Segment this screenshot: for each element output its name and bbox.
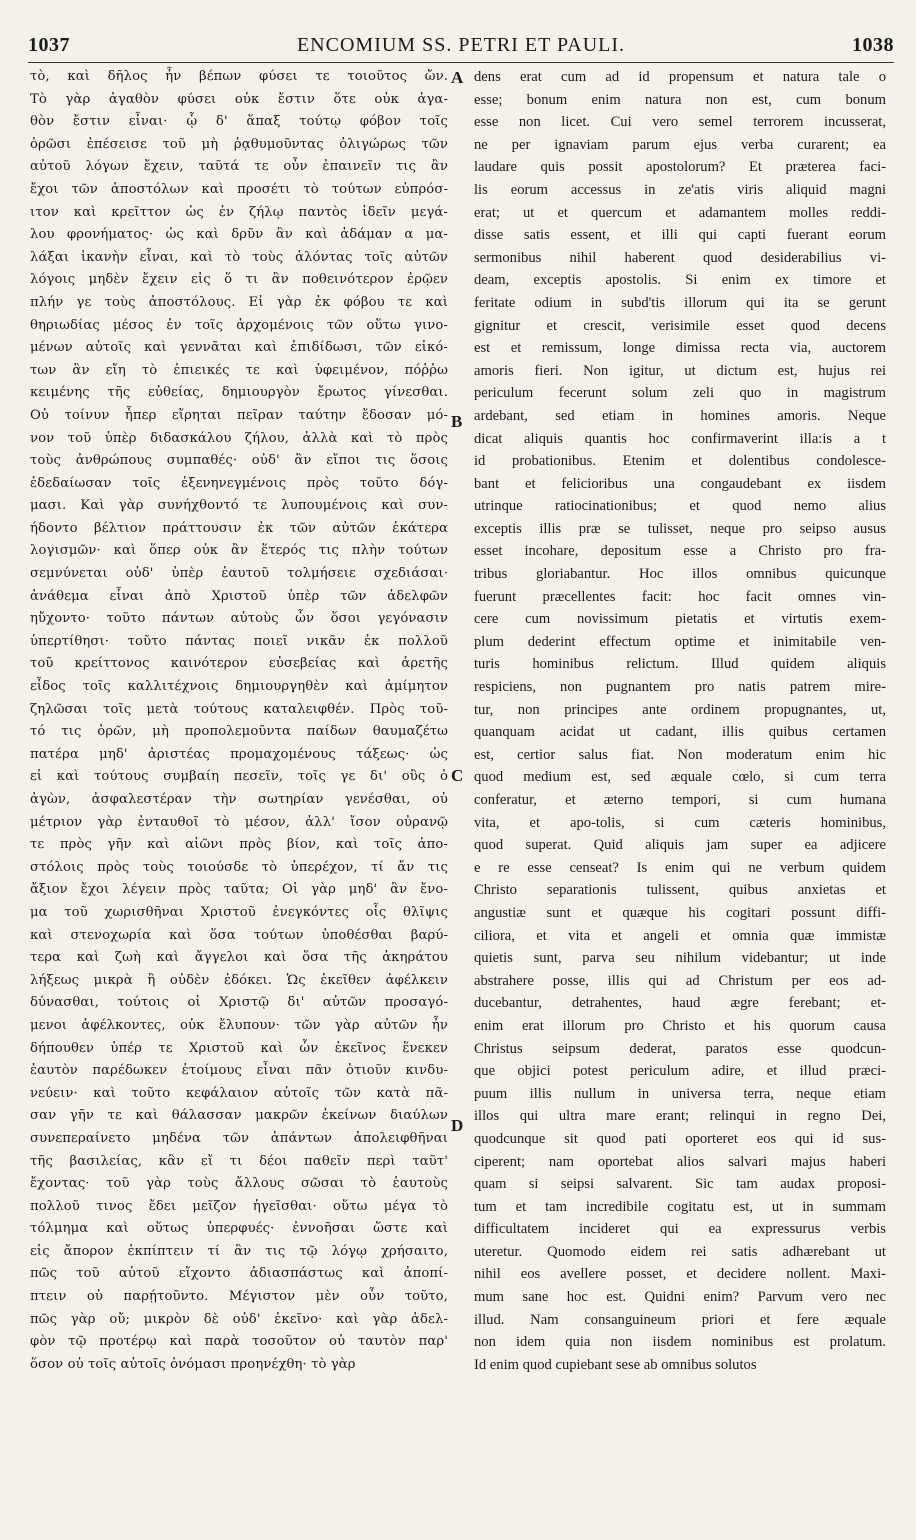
greek-text-line: τοὺς ἀνθρώπους συμπαθές· οὐδ' ἂν εἴποι τις ὅσοις (30, 453, 448, 469)
greek-text-line: τερα καὶ ζωὴ καὶ ἄγγελοι καὶ ὅσα τῆς ἀκηράτου (30, 950, 448, 966)
greek-text-line: νεύειν· καὶ τοῦτο κεφάλαιον αὐτοῖς τῶν κατὰ πᾶ- (30, 1085, 448, 1101)
greek-text-line: ἀνάθεμα εἶναι ἀπὸ Χριστοῦ ὑπὲρ τῶν ἀδελφῶν (30, 588, 448, 604)
latin-text-line: gignitur et crescit, verisimile esset quod decens (474, 317, 886, 334)
greek-text-line: εἶδος τοῖς καλλιτέχνοις δημιουργηθὲν καὶ ἀμίμητον (30, 679, 448, 695)
latin-text-line: uteretur. Quomodo eidem rei satis adhærebant ut (474, 1243, 886, 1260)
greek-text-line: ἔχοι τῶν ἀποστόλων καὶ προσέτι τὸ τούτων εὐπρόσ- (30, 181, 448, 197)
greek-text-line: ὁρῶσι ἐπέσεισε τοῦ μὴ ῥᾳθυμοῦντας ὀλιγώρως τῶν (30, 136, 448, 152)
greek-text-line: μασι. Καὶ γὰρ συνήχθοντό τε λυπουμένοις καὶ συν- (30, 498, 448, 514)
latin-text-line: Id enim quod cupiebant sese ab omnibus solutos (474, 1356, 757, 1373)
greek-text-line: μένων αὐτοῖς καὶ γεννᾶται καὶ ἐπιδίδωσι, τῶν εἰκό- (30, 340, 448, 356)
latin-text-line: mum sane hoc est. Quidni enim? Parvum vero nec (474, 1289, 886, 1306)
greek-text-line: των ἂν εἴη τὸ ἐπιεικές τε καὶ ὑφειμένον, πόῤῥω (30, 362, 448, 378)
section-marker-c: C (451, 766, 464, 785)
greek-text-line: σαν γῆν τε καὶ θάλασσαν μακρῶν ἐκείνων διαύλων (30, 1108, 448, 1124)
greek-text-line: λογισμῶν· καὶ ὅπερ οὐκ ἂν ἕτερός τις πλὴν τούτων (30, 543, 448, 559)
greek-text-line: πολλοῦ τινος ἔδει μεῖζον ἡγεῖσθαι· οὕτω μέγα τὸ (30, 1198, 448, 1214)
latin-text-line: quodcunque sit quod pati oporteret eos qui id sus- (474, 1130, 886, 1147)
latin-column (474, 66, 886, 1486)
latin-text-line: quam si seipsi salvarent. Sic tam audax proposi- (474, 1176, 886, 1193)
latin-text-line: amoris fieri. Non igitur, ut dictum est, hujus rei (474, 362, 886, 379)
greek-text-line: συνεπεραίνετο μηδένα τῶν ἁπάντων ἀπολειφθῆναι (30, 1130, 448, 1146)
latin-text-line: plum dederint effectum optime et inimitabile ven- (474, 633, 886, 650)
greek-text-line: λόγοις μηδὲν ἔχειν εἰς ὅ τι ἂν ποθεινότερον ἐρῷεν (30, 272, 448, 288)
latin-text-line: quanquam acidat ut cadant, illis quibus certamen (474, 724, 886, 741)
latin-text-line: vita, et apo-tolis, si cum cæteris hominibus, (474, 814, 886, 831)
latin-text-line: angustiæ sunt et quæque his cogitari possunt diffi- (474, 904, 886, 921)
greek-text-line: ἐδεδαίωσαν τοῖς ἐξενηνεγμένοις πρὸς τοῦτο δόγ- (30, 475, 448, 491)
latin-text-line: abstrahere posse, illis qui ad Christum per eos ad- (474, 972, 886, 989)
greek-text-line: μέτριον γὰρ ἐνταυθοῖ τὸ μέσον, ἀλλ' ἴσον οὐρανῷ (30, 814, 448, 830)
greek-text-line: ήδοντο βέλτιον πράττουσιν ἐκ τῶν αὐτῶν ἑκάτερα (30, 520, 448, 536)
latin-text-line: tum et tam incredibile cogitatu est, ut in summam (474, 1198, 886, 1215)
section-marker-d: D (451, 1116, 464, 1135)
greek-text-line: ἑαυτὸν παρέδωκεν ἑτοίμους εἶναι πᾶν ὁτιοῦν κινδυ- (30, 1063, 448, 1079)
latin-text-line: fuerunt præcellentes facit: hoc facit omnes vin- (474, 588, 886, 605)
latin-text-line: tur, non principes ante ordinem propugnantes, ut, (474, 701, 886, 718)
section-marker-a: A (451, 68, 464, 87)
greek-text-line: τόλμημα καὶ οὕτως ὑπερφυές· ἐννοῆσαι ὥστε καὶ (30, 1221, 448, 1237)
greek-text-line: εἰ καὶ τούτους συμβαίη πεσεῖν, τοῖς γε δι' οὓς ὁ (30, 769, 448, 785)
greek-text-line: ἄξιον ἔχοι λέγειν πρὸς ταῦτα; Οἱ γὰρ μηδ' ἂν ἔνο- (30, 882, 448, 898)
greek-text-line: αὐτοῦ λόγων ἔχειν, ταῦτά τε οὖν ἐπαινεῖν τις ἂν (30, 159, 448, 175)
latin-text-line: puum illis nullum in universa terra, neque etiam (474, 1085, 886, 1102)
left-page-number: 1037 (28, 33, 70, 56)
latin-text-line: Christo separationis tulissent, quibus anxietas et (474, 882, 886, 899)
latin-text-line: quietis sunt, parva seu nihilum videbantur; ut inde (474, 950, 886, 967)
latin-text-line: difficultatem incideret qui ea expressurus verbis (474, 1221, 886, 1238)
greek-text-line: λου φρονήματος· ὡς καὶ δρῦν ἂν καὶ ἀδάμαν α μα- (30, 227, 448, 243)
greek-text-line: τε πρὸς γῆν καὶ αἰῶνι πρὸς βίον, καὶ τοῖς ἀπο- (30, 837, 448, 853)
header-rule (28, 62, 894, 63)
latin-text-line: Christus seipsum dederat, paratos esse quodcun- (474, 1040, 886, 1057)
greek-text-line: μα τοῦ χωρισθῆναι Χριστοῦ ἐνεγκόντες οἷς θλῖψις (30, 904, 448, 920)
latin-text-line: ducebantur, detrahentes, haud ægre ferebant; et- (474, 995, 886, 1012)
greek-text-line: πῶς τοῦ αὐτοῦ εἴχοντο ἀδιασπάστως καὶ ἀποπί- (30, 1266, 448, 1282)
latin-text-line: conferatur, et æterno tempori, si cum humana (474, 792, 886, 808)
latin-text-line: feritate odium in subd'tis illorum qui ita se gerunt (474, 294, 886, 311)
latin-text-line: cere cum novissimum pietatis et virtutis exem- (474, 611, 886, 628)
greek-text-line: κειμένης τῆς εὐθείας, δημιουργὸν ἔρωτος γίνεσθαι. (30, 385, 448, 401)
latin-text-line: est, certior salus fiat. Non moderatum enim hic (474, 746, 886, 763)
greek-text-line: νον τοῦ ὑπὲρ διδασκάλου ζήλου, ἀλλὰ καὶ τὸ πρὸς (30, 430, 448, 446)
latin-text-line: illos qui ultra mare erant; relinqui in regno Dei, (474, 1108, 886, 1125)
latin-text-line: lis eorum accessus in ze'atis viris aliquid magni (474, 181, 886, 198)
greek-text-line: στόλοις πρὸς τοὺς τοιούσδε τὸ ὑπερέχον, τί ἄν τις (30, 859, 448, 875)
section-marker-b: B (451, 412, 463, 431)
latin-text-line: illud. Nam consanguineum priori et fere æquale (474, 1311, 886, 1328)
latin-text-line: non idem quia non iisdem nominibus est prolatum. (474, 1334, 886, 1351)
greek-text-line: ἔχοντας· τοῦ γὰρ τοὺς ἄλλους σῶσαι τὸ ἑαυτοὺς (30, 1176, 448, 1192)
latin-text-line: respiciens, non pugnantem pro natis patrem mire- (474, 679, 886, 696)
latin-text-line: ardebant, sed etiam in homines amoris. Neque (474, 407, 886, 424)
latin-text-line: utrinque ratiocinationibus; et quod nemo alius (474, 498, 886, 515)
greek-text-line: πλήν γε τοὺς ἀποστόλους. Εἰ γὰρ ἐκ φόβου τε καὶ (30, 294, 448, 310)
greek-text-line: τὸ, καὶ δῆλος ἦν βέπων φύσει τε τοιοῦτος ὤν. (30, 69, 448, 84)
greek-text-line: ὅσον οὐ τοῖς αὐτοῖς ὀνόμασι προηνέχθη· τὸ γὰρ (30, 1356, 356, 1372)
greek-text-line: Οὐ τοίνυν ἧπερ εἴρηται πεῖραν ταύτην ἔδοσαν μό- (30, 407, 448, 423)
latin-text-line: esset incohare, depositum esse a Christo pro fra- (474, 543, 886, 560)
latin-text-line: enim erat illorum pro Christo et his quorum causa (474, 1017, 886, 1034)
latin-text-line: ciliora, et vita et angeli et omnia quæ immistæ (474, 927, 886, 944)
greek-text-line: δήπουθεν ὑπέρ τε Χριστοῦ καὶ ὧν ἐκεῖνος ἕνεκεν (30, 1040, 448, 1056)
latin-text-line: quod superat. Quid aliquis jam super ea adjicere (474, 837, 886, 854)
greek-text-line: φὸν τῷ προτέρῳ καὶ παρὰ τοσοῦτον οὐ ταυτὸν παρ' (30, 1334, 448, 1350)
greek-text-line: πτειν οὐ παρῄτοῦντο. Μέγιστον μὲν οὖν τοῦτο, (30, 1289, 448, 1305)
latin-text-line: dens erat cum ad id propensum et natura tale o (474, 69, 886, 85)
greek-text-line: ιτον καὶ κρεῖττον ὡς ἐν ζήλῳ παντὸς ἰδεῖν μεγά- (30, 204, 448, 220)
latin-text-line: exceptis illis præ se tulisset, neque pro seipso ausus (474, 520, 886, 537)
greek-text-line: λάξαι ἱκανὴν εἶναι, καὶ τὸ τοὺς ἁλόντας τοῖς αὐτῶν (30, 249, 448, 265)
greek-text-line: ἀγὼν, ἀσφαλεστέραν τὴν σωτηρίαν γενέσθαι, οὐ (30, 792, 448, 807)
latin-text-line: laudare quis possit apostolorum? Et præterea faci- (474, 159, 886, 176)
latin-text-line: bant et felicioribus una congaudebant ex iisdem (474, 475, 886, 492)
latin-text-line: ne per ignaviam parum ejus verba curarent; ea (474, 136, 886, 153)
greek-column (30, 66, 448, 1486)
latin-text-line: ciperent; nam oportebat alios salvari majus haberi (474, 1153, 886, 1170)
greek-text-line: τοῦ κρείττονος καινότερον εὐσεβείας καὶ ἀρετῆς (30, 656, 448, 672)
latin-text-line: id probationibus. Etenim et dolentibus condolesce- (474, 453, 886, 470)
greek-text-line: τῆς βασιλείας, κἂν εἴ τι δέοι παθεῖν περὶ ταῦτ' (30, 1153, 448, 1169)
right-page-number: 1038 (851, 33, 894, 56)
greek-text-line: σεμνύνεται οὐδ' ὑπὲρ ἑαυτοῦ τολμήσειε σχεδιάσαι· (30, 566, 448, 582)
latin-text-line: que objici potest periculum adire, et illud præci- (474, 1063, 886, 1080)
latin-text-line: periculum fecerunt solum zeli quo in magistrum (474, 385, 886, 402)
greek-text-line: πατέρα μηδ' ἀριστέας προμαχομένους τάξεως· ὡς (30, 746, 448, 762)
running-title: ENCOMIUM SS. PETRI ET PAULI. (296, 33, 626, 56)
latin-text-line: est et remissum, longe dimissa recta via, auctorem (474, 340, 886, 357)
latin-text-line: esse; bonum enim natura non est, cum bonum (474, 91, 886, 108)
greek-text-line: ὑπερτίθησι· τοῦτο πάντας ποιεῖ νικᾶν ἐκ πολλοῦ (30, 633, 448, 649)
greek-text-line: μενοι ἀφέλκοντες, οὐκ ἔλυπουν· τῶν γὰρ αὐτῶν ἦν (30, 1017, 448, 1033)
greek-text-line: πῶς γὰρ οὔ; μικρὸν δὲ οὐδ' ἐκεῖνο· καὶ γὰρ ἀδελ- (30, 1311, 448, 1327)
latin-text-line: e re esse censeat? Is enim qui ne verbum quidem (474, 859, 886, 876)
latin-text-line: erat; ut et quercum et adamantem molles reddi- (474, 204, 886, 221)
greek-text-line: καὶ στενοχωρία καὶ ὅσα τούτων ὑποθέσθαι βαρύ- (30, 927, 448, 943)
latin-text-line: tribus gloriabantur. Hoc illos omnibus quicunque (474, 566, 886, 583)
latin-text-line: esse non licet. Cui vero semel terrorem incusserat, (474, 114, 886, 131)
latin-text-line: disse satis essent, et illi qui capti fuerant eorum (474, 227, 886, 244)
greek-text-line: θὸν ἔστιν εἶναι· ᾧ δ' ἅπαξ τούτῳ φόβον τοῖς (30, 114, 448, 130)
greek-text-line: δύνασθαι, τούτοις οἱ Χριστῷ δι' αὐτῶν προσαγό- (30, 995, 448, 1011)
greek-text-line: εἰς ἄπορον ἐκπίπτειν τί ἂν τις τῷ λόγῳ χρήσαιτο, (30, 1243, 448, 1259)
greek-text-line: ηὔχοντο· τοῦτο πάντων αὐτοὺς ὧν ὅσοι γεγόνασιν (30, 611, 448, 627)
latin-text-line: turis hominibus relictum. Illud quidem aliquis (474, 656, 886, 673)
greek-text-line: τό τις ὁρῶν, μὴ προπολεμοῦντα παίδων θαυμαζέτω (30, 724, 448, 740)
latin-text-line: dicat aliquis quantis hoc confirmaverint illa:is a t (474, 430, 886, 447)
latin-text-line: quod medium est, sed æquale cœlo, si cum terra (474, 769, 886, 786)
greek-text-line: Τὸ γὰρ ἀγαθὸν φύσει οὐκ ἔστιν ὅτε οὐκ ἀγα- (30, 91, 448, 107)
greek-text-line: θηριωδίας μέσος ἐν τοῖς ἀρχομένοις τῶν οὕτω γινο- (30, 317, 448, 333)
latin-text-line: nihil eos avellere posset, et decidere nollent. Maxi- (474, 1266, 886, 1283)
greek-text-line: ζηλῶσαι τοῖς μετὰ τούτους καταλειφθέν. Πρὸς τοῦ- (30, 701, 448, 717)
greek-text-line: λήξεως μικρὰ ἢ οὐδὲν ἐδόκει. Ὡς ἐκεῖθεν ἀφέλκειν (30, 972, 448, 988)
page-header (28, 30, 894, 60)
latin-text-line: deam, exceptis apostolis. Si enim ex timore et (474, 272, 886, 289)
latin-text-line: sermonibus nihil haberent quod desiderabilius vi- (474, 249, 886, 266)
